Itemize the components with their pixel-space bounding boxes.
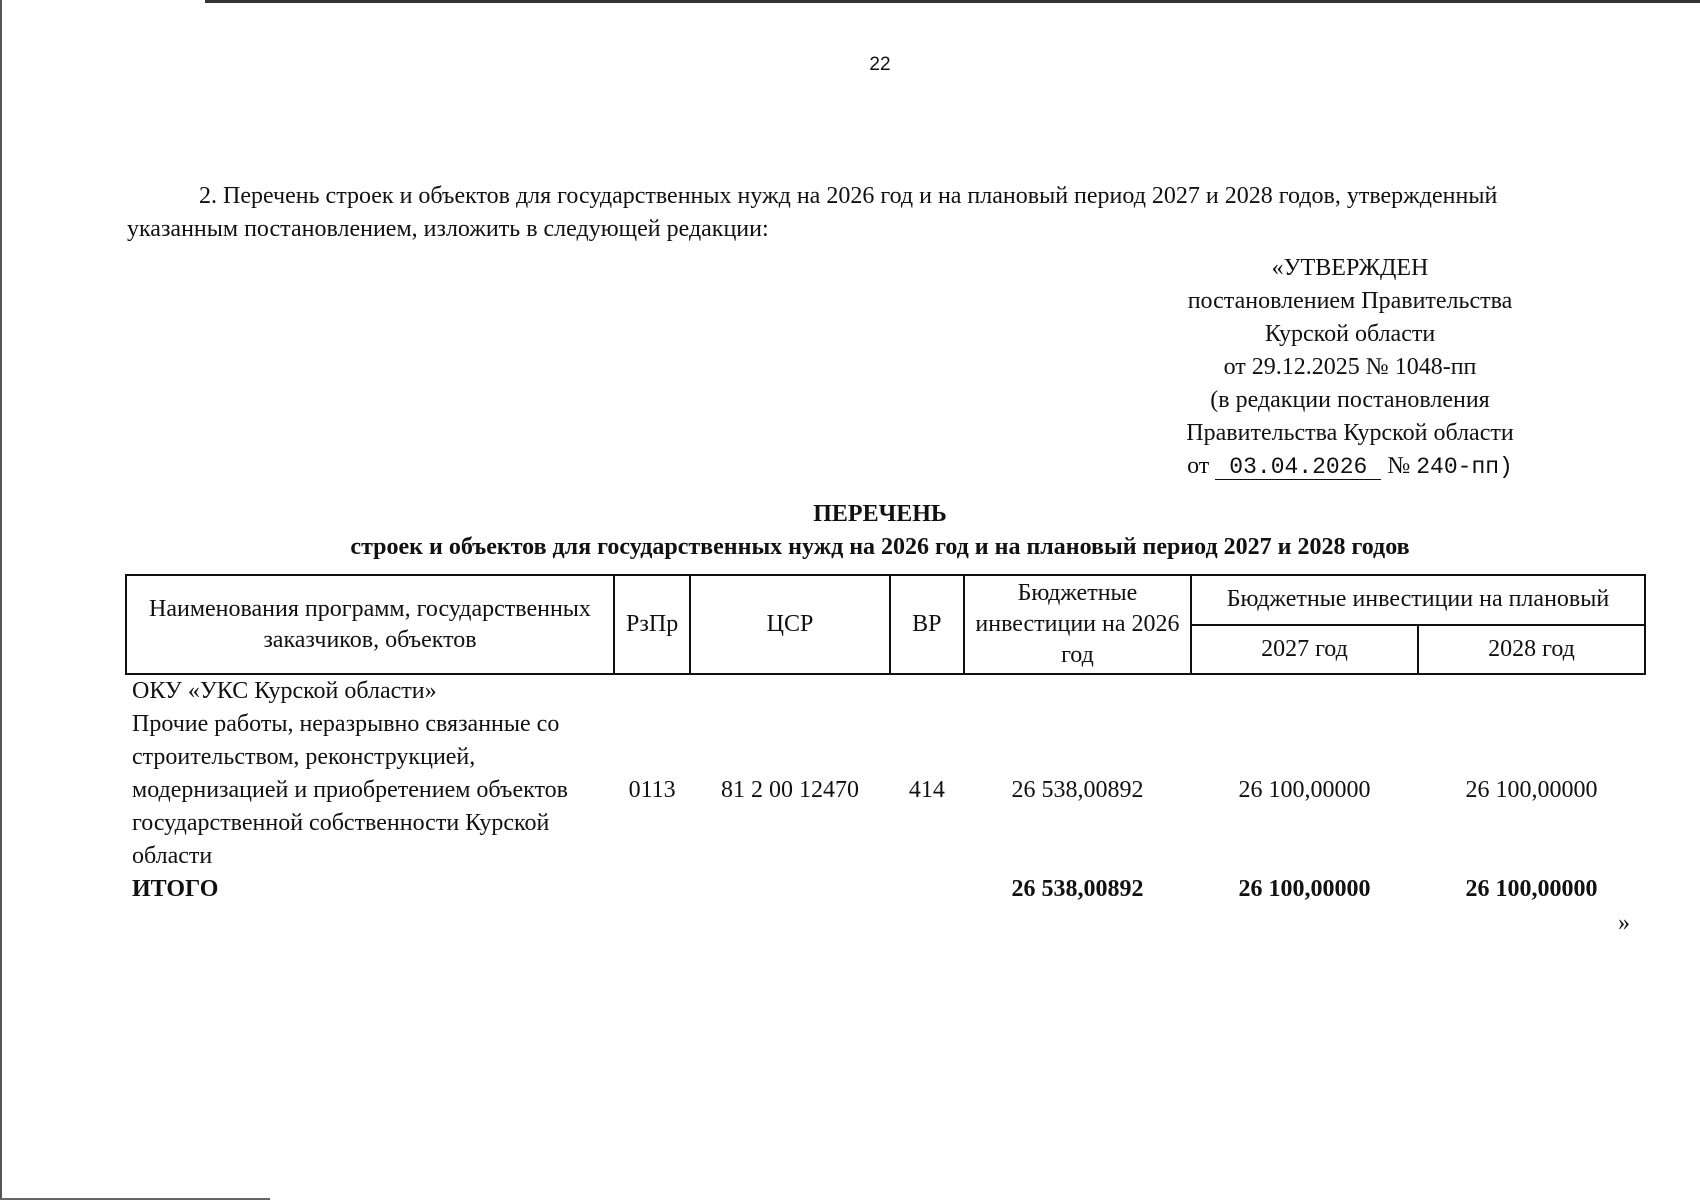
approval-line-2: постановлением Правительства <box>1187 288 1513 314</box>
intro-line-2: указанным постановлением, изложить в следующей редакции: <box>127 216 769 242</box>
header-investments-2026: Бюджетные инвестиции на 2026 год <box>964 575 1191 674</box>
row-vr: 414 <box>908 777 945 803</box>
approval-line-7 <box>1140 450 1560 484</box>
document-title <box>0 498 1700 564</box>
approval-line-5: (в редакции постановления <box>1210 387 1490 413</box>
title-subtitle: строек и объектов для государственных нужд на 2026 год и на плановый период 2027 и 2028 годов <box>350 534 1410 560</box>
header-2027: 2027 год <box>1191 625 1418 675</box>
approval-number: 240-пп) <box>1416 454 1513 480</box>
page-number: 22 <box>869 54 891 75</box>
header-2028: 2028 год <box>1418 625 1645 675</box>
total-label: ИТОГО <box>132 876 219 902</box>
approval-line-6: Правительства Курской области <box>1186 420 1514 446</box>
approval-block <box>1140 252 1560 484</box>
scan-edge-left <box>0 0 2 1200</box>
row-investments-2026: 26 538,00892 <box>1011 777 1144 803</box>
approval-line-4: от 29.12.2025 № 1048-пп <box>1223 354 1477 380</box>
intro-paragraph <box>127 180 1647 246</box>
header-csr: ЦСР <box>690 575 889 674</box>
row-2028: 26 100,00000 <box>1465 777 1598 803</box>
row-2027: 26 100,00000 <box>1238 777 1371 803</box>
table-total-row <box>126 873 1645 906</box>
title-main: ПЕРЕЧЕНЬ <box>813 501 947 527</box>
approval-line-1: «УТВЕРЖДЕН <box>1271 255 1429 281</box>
approval-line-3: Курской области <box>1264 321 1436 347</box>
table-header-row <box>126 575 1645 625</box>
total-investments-2026: 26 538,00892 <box>1011 876 1144 902</box>
header-name: Наименования программ, государственных заказчиков, объектов <box>126 575 614 674</box>
table-group-row <box>126 674 1645 708</box>
row-rzpr: 0113 <box>628 777 676 803</box>
total-2028: 26 100,00000 <box>1465 876 1598 902</box>
table-row <box>126 708 1645 873</box>
header-planned-investments: Бюджетные инвестиции на плановый <box>1191 575 1645 625</box>
objects-table <box>125 574 1646 906</box>
header-rzpr: РзПр <box>614 575 690 674</box>
approval-date: 03.04.2026 <box>1215 455 1381 480</box>
approval-date-prefix: от <box>1187 453 1210 479</box>
approval-number-sign: № <box>1387 453 1411 479</box>
total-2027: 26 100,00000 <box>1238 876 1371 902</box>
scan-edge-top <box>205 0 1700 3</box>
row-csr: 81 2 00 12470 <box>721 777 859 803</box>
closing-quote: » <box>1618 910 1630 936</box>
header-vr: ВР <box>890 575 964 674</box>
intro-line-1: 2. Перечень строек и объектов для государственных нужд на 2026 год и на плановый период 2027 и 2028 годов, утвержденный <box>199 183 1498 209</box>
group-name: ОКУ «УКС Курской области» <box>132 678 437 704</box>
row-name: Прочие работы, неразрывно связанные со строительством, реконструкцией, модернизацией и приобретением объектов государственной собственности Курской области <box>132 711 568 869</box>
